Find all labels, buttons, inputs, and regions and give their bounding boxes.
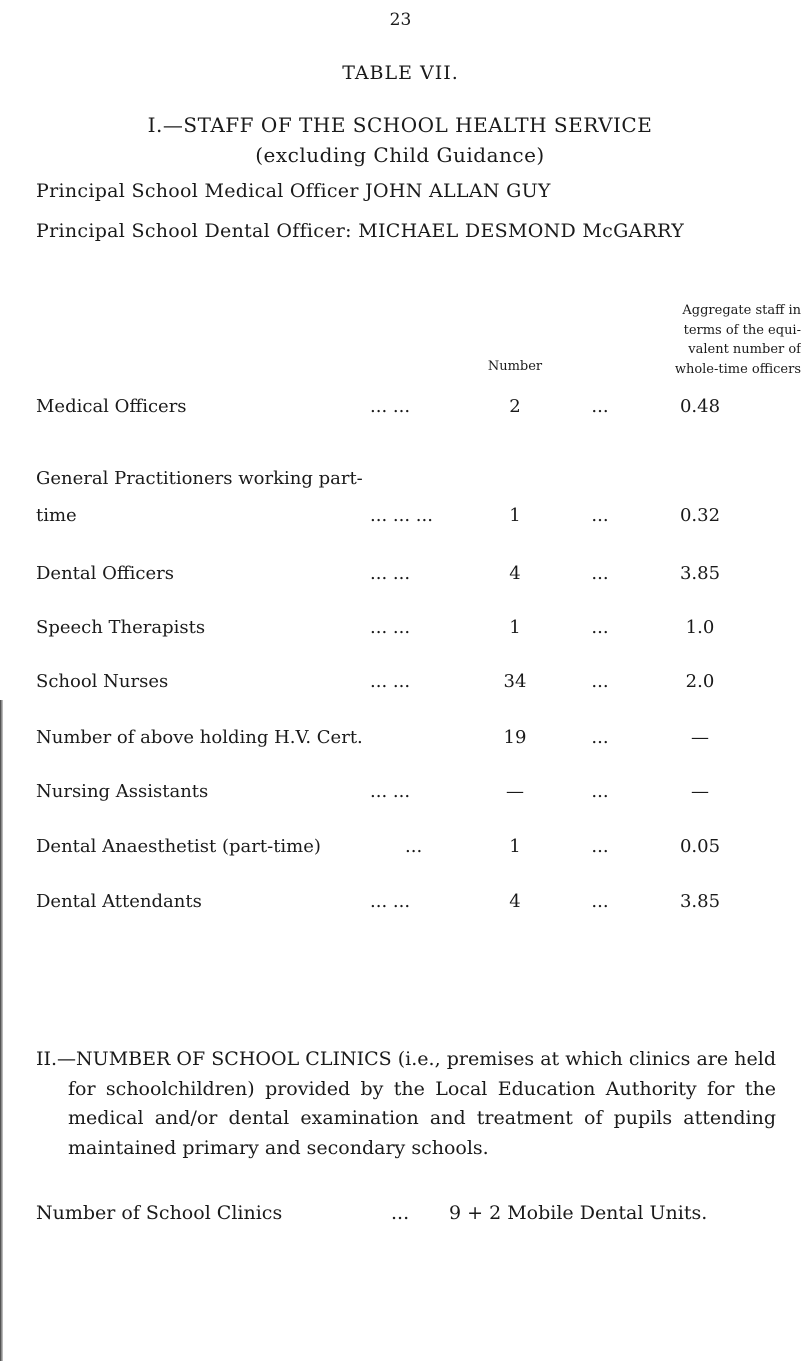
staff-row-label: Nursing Assistants [36,781,209,802]
staff-row-number: 1 [509,505,521,526]
leader-dots: ... [591,836,609,857]
table-title: TABLE VII. [342,62,459,84]
leader-dots: ... ... ... [370,505,433,526]
column-header-aggregate: Aggregate staff in terms of the equi- valent number of whole-time officers [674,303,801,377]
clinics-count-label: Number of School Clinics [36,1202,283,1224]
staff-row-label: Dental Officers [36,563,174,584]
staff-row-label: Dental Anaesthetist (part-time) [36,836,321,857]
staff-row-aggregate: 3.85 [679,563,721,584]
staff-row-aggregate: 3.85 [679,891,721,912]
leader-dots: ... [591,671,609,692]
leader-dots: ... [591,396,609,417]
staff-row-aggregate: 1.0 [685,617,715,638]
section-2-paragraph [36,1045,776,1163]
leader-dots: ... [591,563,609,584]
section-1-heading-line-1: I.—STAFF OF THE SCHOOL HEALTH SERVICE [147,113,653,137]
staff-row-aggregate: 0.05 [679,836,721,857]
staff-row-number: 4 [509,891,521,912]
staff-row-number: 2 [509,396,521,417]
leader-dots: ... [591,727,609,748]
section-1-heading-line-2: (excluding Child Guidance) [255,143,545,167]
staff-row-label-continued: time [36,505,77,526]
staff-row-number: 1 [509,836,521,857]
staff-row-number: 34 [503,671,527,692]
staff-row-aggregate: 0.32 [679,505,721,526]
leader-dots: ... ... [370,891,411,912]
staff-row-number: 4 [509,563,521,584]
leader-dots: ... ... [370,396,411,417]
leader-dots: ... [591,617,609,638]
section-1-heading [24,110,776,170]
leader-dots: ... [391,1202,410,1224]
leader-dots: ... [591,891,609,912]
leader-dots: ... ... [370,671,411,692]
leader-dots: ... ... [370,563,411,584]
principal-medical-officer: Principal School Medical Officer JOHN ALLAN GUY [36,180,551,202]
staff-row-aggregate: — [691,727,709,748]
section-2-text: II.—NUMBER OF SCHOOL CLINICS (i.e., premises at which clinics are held for schoolchildren) provided by the Local Education Authority for the medical and/or dental examination and treatment of pupils attending maintained primary and secondary schools. [36,1048,776,1159]
staff-row-aggregate: 0.48 [679,396,721,417]
staff-row-label: School Nurses [36,671,169,692]
scan-edge-shadow [0,700,3,1361]
leader-dots: ... ... [370,781,411,802]
page-number: 23 [389,10,412,30]
leader-dots: ... [591,781,609,802]
leader-dots: ... [591,505,609,526]
leader-dots: ... ... [370,617,411,638]
staff-row-aggregate: 2.0 [685,671,715,692]
staff-row-number: 19 [503,727,527,748]
principal-dental-officer: Principal School Dental Officer: MICHAEL DESMOND McGARRY [36,220,685,242]
staff-row-label: Medical Officers [36,396,187,417]
staff-row-label: Speech Therapists [36,617,206,638]
staff-row-number: — [506,781,524,802]
staff-row-label: Number of above holding H.V. Cert. [36,727,363,748]
staff-row-label: General Practitioners working part- [36,468,363,489]
staff-row-number: 1 [509,617,521,638]
leader-dots: ... [405,836,423,857]
clinics-count-value: 9 + 2 Mobile Dental Units. [449,1202,708,1224]
staff-row-label: Dental Attendants [36,891,202,912]
column-header-number: Number [487,359,543,374]
staff-row-aggregate: — [691,781,709,802]
